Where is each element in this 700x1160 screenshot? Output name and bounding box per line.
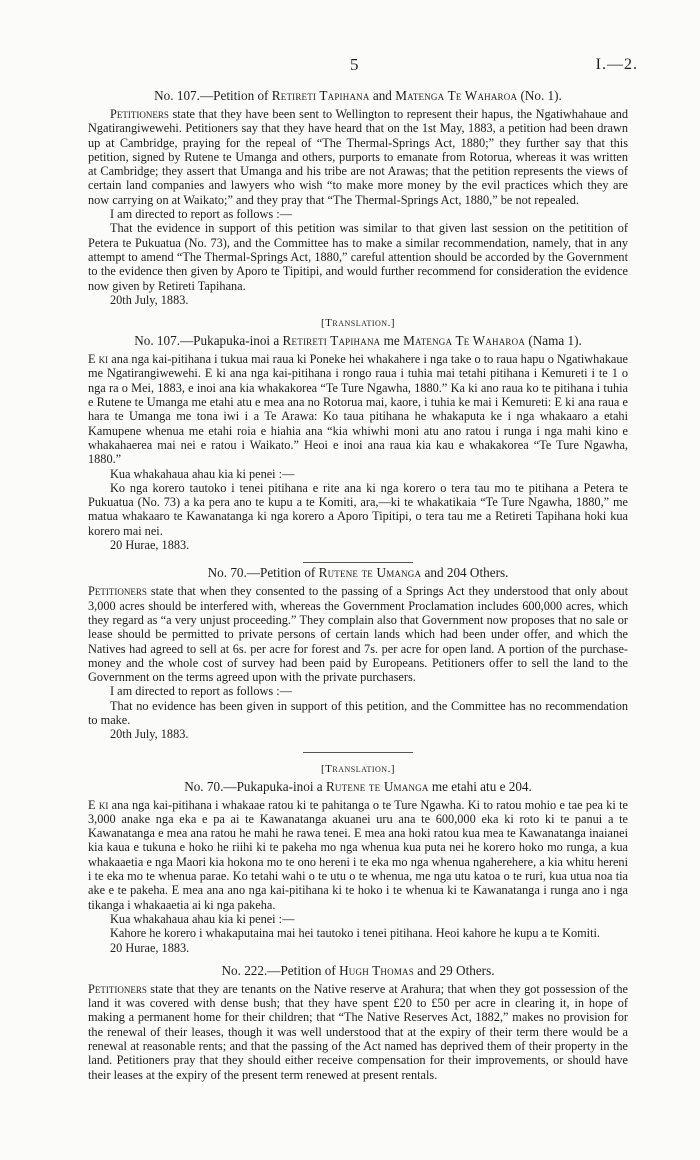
petition-body: Petitioners state that when they consented to the passing of a Springs Act they understood that only about 3,000 acres should be interfered with, whereas the Government Proclamation includes 600,000 acres, which they regard as “a very unjust proceeding.” They complain also that Government now proposes that no sale or lease should be permitted to private persons of certain lands which had been under offer, and which the Natives had agreed to sell at 6s. per acre for forest and 7s. per acre for open land. A portion of the purchase-money and the whole cost of survey had been paid by Europeans. Petitioners offer to sell the land to the Government on the terms agreed upon with the private purchasers. <box>88 584 628 685</box>
petition-section <box>88 963 628 1082</box>
translation-section <box>88 763 628 955</box>
report-date: 20 Hurae, 1883. <box>110 940 190 955</box>
petition-section <box>88 88 628 307</box>
committee-report: Kahore he korero i whakaputaina mai hei tautoko i tenei pitihana. Heoi kahore he kupu a te Komiti. <box>110 926 601 941</box>
section-divider <box>303 562 413 563</box>
committee-report: Ko nga korero tautoko i tenei pitihana e rite ana ki nga korero o tera tau mo te pitihana a Petera te Pukuatua (No. 73) a ka pera ano te kupu a te Komiti, ara,—ki te whakatikaia “Te Ture Ngawha, 1880,” me matua whakaaro te Kawanatanga ki nga korero a Aporo Tipitipi, o tera tau me a Retireti Tapihana hoki kua korero mai nei. <box>88 480 628 538</box>
report-date: 20th July, 1883. <box>110 292 189 307</box>
report-intro: Kua whakahaua ahau kia ki penei :— <box>110 466 295 481</box>
translation-section <box>88 317 628 552</box>
petition-heading: No. 222.—Petition of Hugh Thomas and 29 Others. <box>221 962 495 978</box>
petition-body: Petitioners state that they have been sent to Wellington to represent their hapus, the Ngatiwhahaue and Ngatirangiwewehi. Petitioners say that they have heard that on the 1st May, 1883, a petition had been drawn up at Cambridge, praying for the repeal of “The Thermal-Springs Act, 1880;” they further say that this petition, signed by Rutene te Umanga and others, purports to emanate from Rotorua, whereas it was written at Cambridge; they assert that Umanga and his tribe are not Arawas; that the petition represents the views of certain land companies and lawyers who wish “to make more money by the evil practices which they are now carrying on at Waikato;” and they pray that “The Thermal-Springs Act, 1880,” be not repealed. <box>88 107 628 207</box>
report-intro: Kua whakahaua ahau kia ki penei :— <box>110 911 295 926</box>
petition-body: E ki ana nga kai-pitihana i tukua mai raua ki Poneke hei whakahere i nga take o to raua hapu o Ngatiwhakaue me Ngatirangiwewehi. E ki ana nga kai-pitihana i rongo raua i tuhia mai tetahi pitihana i Kemureti i te 1 o nga ra o Mei, 1883, e inoi ana kia whakakorea “Te Ture Ngawha, 1880.” Ka ki ano raua ko te pitihana i tuhia e Rutene te Umanga me etahi atu e mea ana no Rotorua mai, kaore, i tuhia ke mai i Kemureti: E ki ana raua e hara te Umanga me tona iwi i a Te Arawa: Ko taua pitihana he whakaputa ke i nga whakaaro a etahi Kamupene whenua me etahi roia e hiahia ana “kia whiwhi moni atu ano ratou i runga i nga mahi kino e whakahaerea mai nei e ratou i Waikato.” Heoi e inoi ana raua kia kau e whakakorea “Te Ture Ngawha, 1880.” <box>88 352 628 467</box>
petition-heading: No. 107.—Pukapuka-inoi a Retireti Tapihana me Matenga Te Waharoa (Nama 1). <box>134 333 582 349</box>
report-date: 20 Hurae, 1883. <box>110 538 190 553</box>
petition-section <box>88 565 628 741</box>
petition-heading: No. 70.—Pukapuka-inoi a Rutene te Umanga me etahi atu e 204. <box>184 778 532 794</box>
report-intro: I am directed to report as follows :— <box>110 207 293 222</box>
petition-body: Petitioners state that they are tenants on the Native reserve at Arahura; that when they got possession of the land it was covered with dense bush; that they have spent £20 to £50 per acre in clearing it, in hope of making a permanent home for their children; that “The Native Reserves Act, 1882,” makes no provision for the renewal of their leases, though it was well understood that at the expiry of their term there would be a renewal at reasonable rents; and that the passing of the Act named has deprived them of their property in the land. Petitioners pray that they should either receive compensation for their improvements, or should have their leases at the expiry of the present term renewed at present rentals. <box>88 981 628 1082</box>
paper-reference: I.—2. <box>595 56 638 73</box>
report-intro: I am directed to report as follows :— <box>110 684 293 699</box>
page-header <box>88 0 638 74</box>
report-date: 20th July, 1883. <box>110 727 189 742</box>
petition-heading: No. 107.—Petition of Retireti Tapihana and Matenga Te Waharoa (No. 1). <box>154 88 562 103</box>
translation-label: [Translation.] <box>320 762 396 775</box>
petition-heading: No. 70.—Petition of Rutene te Umanga and 204 Others. <box>207 565 509 581</box>
section-divider <box>303 752 413 753</box>
page-number: 5 <box>350 55 359 74</box>
committee-report: That the evidence in support of this petition was similar to that given last session on the petitition of Petera te Pukuatua (No. 73), and the Committee has to make a similar recommendation, namely, that in any attempt to amend “The Thermal-Springs Act, 1880,” careful attention should be accorded by the Government to the evidence then given by Aporo te Tipitipi, and would further recommend for consideration the evidence now given by Retireti Tapihana. <box>88 221 628 293</box>
committee-report: That no evidence has been given in support of this petition, and the Committee has no recommendation to make. <box>88 698 628 727</box>
petition-body: E ki ana nga kai-pitihana i whakaae ratou ki te pahitanga o te Ture Ngawha. Ki to ratou mohio e tae pea ki te 3,000 anake nga eka e pa ai te Kawanatanga akuanei uru ana te 600,000 eka ki roto ki te panui a te Kawanatanga e mea ana ratou he mahi he rawa tenei. E mea ana hoki ratou kua mea te Kawanatanga inaianei kia kaua e tukuna e hoko he riihi ki te pakeha mo nga whenua kua puta nei he korero hoko mo runga, a kua whakaaetia e nga Maori kia hokona mo te ono hereni i te eka mo nga whenua ngaherehere, a kia whitu hereni i te eka mo te whenua parae. Ko tetahi wahi o te utu o te whenua, me nga utu katoa o te ruri, kua utua noa tia ake e te pakeha. E mea ana ano nga kai-pitihana ki te hoko i te whenua ki te Kawanatanga i runga ano i nga tikanga i whakaaetia ai ki nga pakeha. <box>88 797 629 912</box>
translation-label: [Translation.] <box>320 317 396 330</box>
